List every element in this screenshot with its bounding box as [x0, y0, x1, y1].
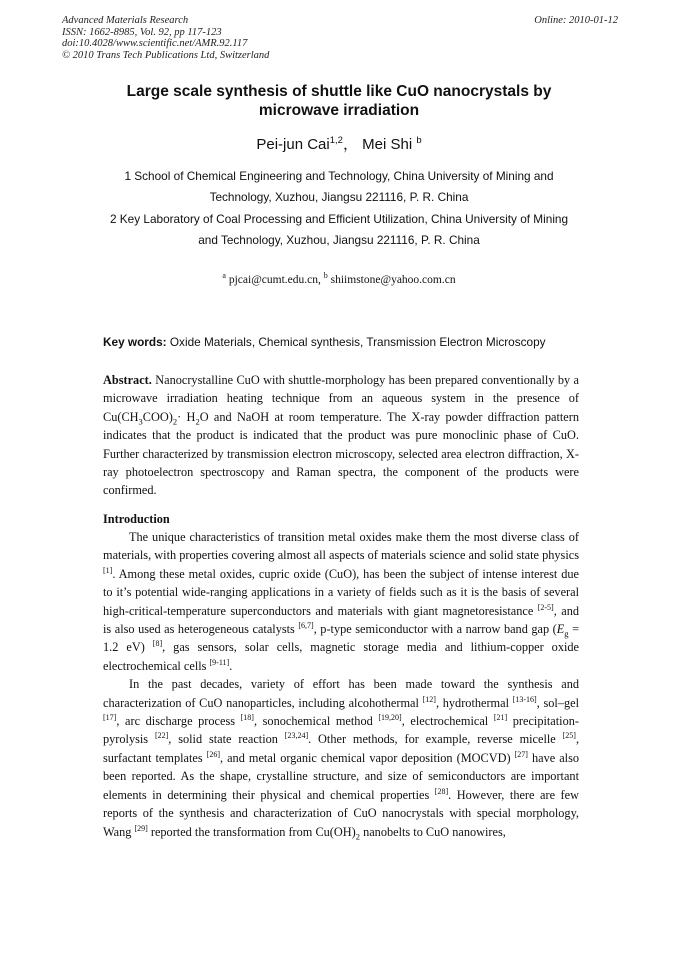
text: , and metal organic chemical vapor deposition (MOCVD) — [220, 750, 515, 765]
copyright-line: © 2010 Trans Tech Publications Ltd, Switzerland — [62, 49, 270, 61]
abstract-label: Abstract. — [103, 373, 152, 387]
email-sup-b: b — [323, 271, 328, 280]
citation: [27] — [514, 749, 528, 759]
text: . — [229, 658, 233, 673]
email-b: shiimstone@yahoo.com.cn — [330, 273, 456, 286]
paper-title: Large scale synthesis of shuttle like CuO nanocrystals by microwave irradiation — [126, 83, 552, 119]
citation: [13-16] — [512, 694, 537, 704]
citation: [1] — [103, 565, 113, 575]
text: , electrochemical — [401, 714, 494, 729]
email-line — [100, 271, 578, 286]
abstract-text: Nanocrystalline CuO with shuttle-morphology has been prepared conventionally by a microwave irradiation heating technique from an aqueous system in the presence of Cu(CH — [103, 373, 580, 424]
abstract-text: · H — [177, 409, 196, 424]
text: nanobelts to CuO nanowires, — [360, 824, 506, 839]
text: . Among these metal oxides, cupric oxide (CuO), has been the subject of intense interest due to it’s potential wide-ranging applications in a variety of fields such as it is the basis of several high-critical-temperature superconductors and materials with giant magnetoresistance — [103, 566, 579, 618]
citation: [6,7] — [298, 621, 314, 631]
subscript: 2 — [355, 830, 360, 841]
math-symbol: E — [556, 622, 565, 637]
citation: [19,20] — [378, 713, 402, 723]
text: , surfactant templates — [103, 732, 580, 765]
subscript: 3 — [138, 416, 143, 427]
author-separator: ， — [342, 136, 358, 153]
keywords-label: Key words: — [103, 335, 167, 349]
author-2-name: Mei Shi — [362, 136, 413, 153]
subscript: 2 — [172, 416, 178, 427]
text: , sonochemical method — [253, 714, 379, 729]
text: In the past decades, variety of effort has been made toward the synthesis and characterization of CuO nanoparticles, including alcohothermal — [103, 677, 579, 710]
email-sup-a: a — [222, 271, 226, 280]
affiliation-1: 1 School of Chemical Engineering and Technology, China University of Mining and Technology, Xuzhou, Jiangsu 221116, P. R. China — [124, 169, 554, 204]
text: , sol–gel — [536, 695, 580, 710]
text: , hydrothermal — [435, 695, 513, 710]
citation: [8] — [152, 639, 163, 649]
abstract-text: O and NaOH at room temperature. The X-ray powder diffraction pattern indicates that the product is indicated that the product was pure monoclinic phase of CuO. Further characterized by transmission electron microscopy, selected area electron diffraction, X-ray photoelectron spectroscopy and Raman spectra, the component of the products were confirmed. — [103, 409, 579, 498]
citation: [18] — [240, 713, 254, 723]
online-date: Online: 2010-01-12 — [534, 15, 618, 26]
citation: [28] — [434, 786, 449, 796]
doi-line: doi:10.4028/www.scientific.net/AMR.92.117 — [62, 38, 248, 50]
text: precipitation-pyrolysis — [103, 714, 579, 747]
keywords-text: Oxide Materials, Chemical synthesis, Transmission Electron Microscopy — [169, 335, 546, 349]
paragraph — [103, 675, 579, 841]
citation: [2-5] — [537, 602, 554, 612]
email-a: pjcai@cumt.edu.cn, — [228, 273, 321, 286]
author-1-affil: 1,2 — [329, 135, 343, 146]
journal-name: Advanced Materials Research — [62, 15, 189, 26]
citation: [21] — [493, 713, 508, 723]
author-line — [100, 133, 578, 154]
citation: [22] — [154, 731, 169, 741]
text: , arc discharge process — [116, 714, 241, 729]
text: , gas sensors, solar cells, magnetic storage media and lithium-copper oxide electrochemical cells — [103, 640, 580, 673]
text: , and is also used as heterogeneous catalysts — [103, 603, 579, 637]
author-1-name: Pei-jun Cai — [256, 136, 330, 153]
citation: [25] — [562, 731, 576, 741]
text: . Other methods, for example, reverse micelle — [308, 732, 563, 747]
citation: [26] — [206, 749, 220, 759]
affiliation-2: 2 Key Laboratory of Coal Processing and Efficient Utilization, China University of Mining and Technology, Xuzhou, Jiangsu 221116, P. R. China — [109, 212, 569, 247]
text: reported the transformation from Cu(OH) — [147, 824, 356, 839]
text: have also been reported. As the shape, crystalline structure, and size of semiconductors are important elements in determining their physical and chemical properties — [103, 750, 580, 802]
citation: [17] — [103, 713, 117, 723]
citation: [23,24] — [284, 731, 309, 741]
citation: [9-11] — [209, 657, 230, 667]
journal-header — [62, 15, 618, 61]
issn-line: ISSN: 1662-8985, Vol. 92, pp 117-123 — [62, 26, 222, 38]
text: , p-type semiconductor with a narrow band gap ( — [313, 622, 557, 637]
introduction-heading: Introduction — [103, 512, 170, 526]
abstract — [103, 371, 579, 500]
keywords — [103, 335, 579, 349]
citation: [29] — [134, 823, 148, 833]
text: = 1.2 eV) — [103, 622, 580, 655]
subscript: 2 — [195, 416, 200, 427]
author-2-affil: b — [416, 135, 422, 146]
subscript: g — [564, 628, 569, 639]
text: The unique characteristics of transition metal oxides make them the most diverse class of materials, with properties covering almost all aspects of materials science and solid state physics — [103, 530, 579, 563]
introduction-body — [103, 528, 579, 841]
text: . However, there are few reports of the synthesis and characterization of CuO nanocrystals with special morphology, Wang — [103, 787, 579, 839]
citation: [12] — [422, 694, 436, 704]
text: , solid state reaction — [168, 732, 285, 747]
paragraph — [103, 528, 579, 675]
abstract-text: COO) — [142, 409, 173, 424]
